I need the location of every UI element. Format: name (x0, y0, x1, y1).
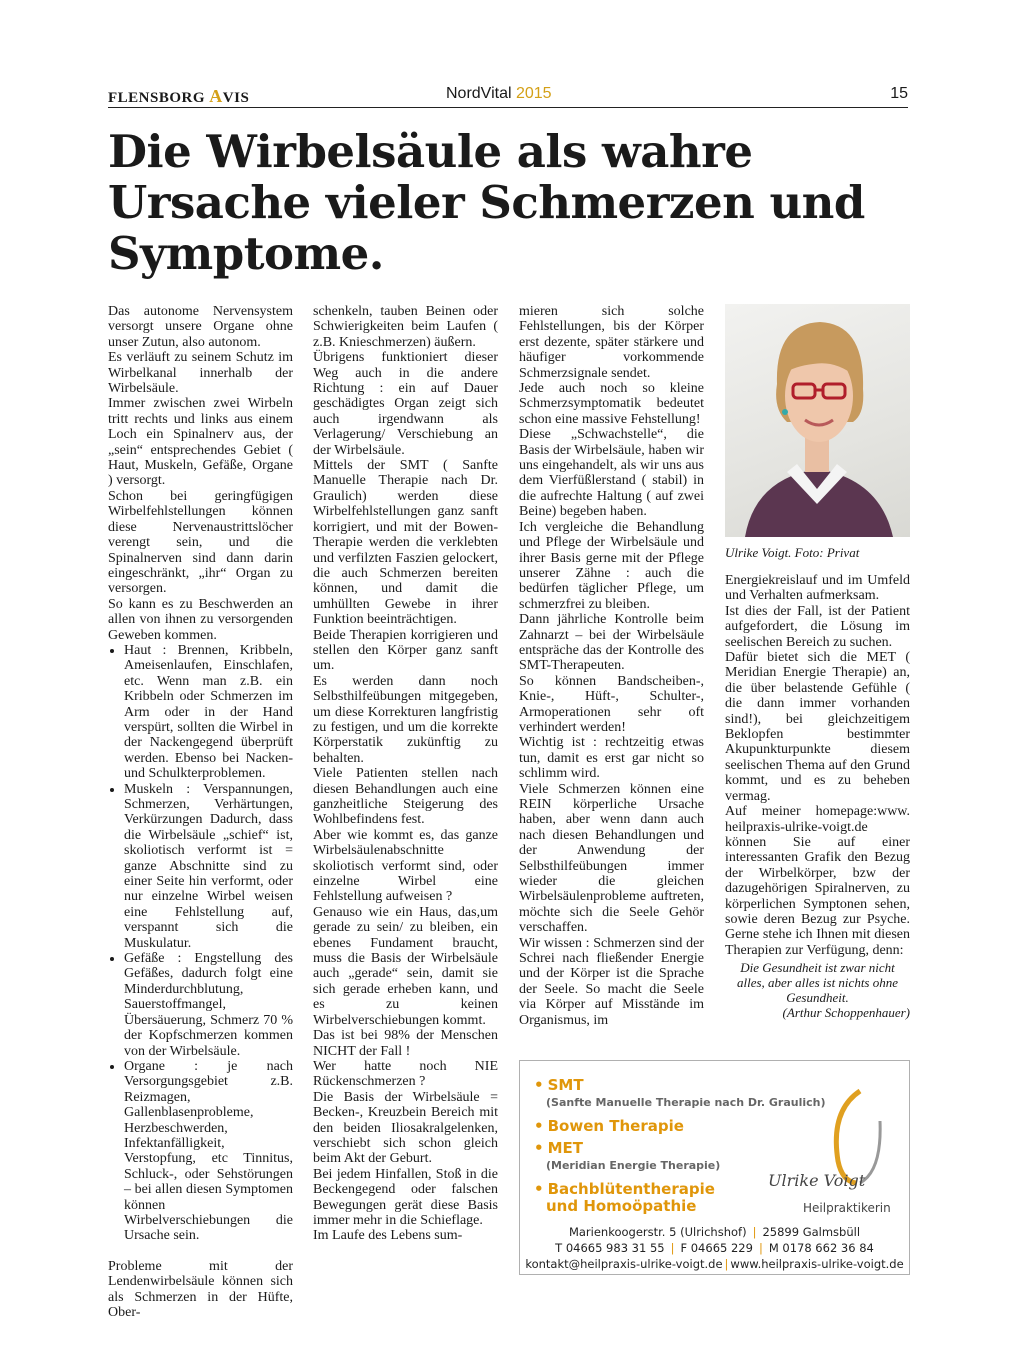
quote (725, 960, 910, 1020)
service-met (534, 1140, 583, 1157)
paragraph: Dann jährliche Kontrolle beim Zahnarzt – bei der Wirbelsäule entspräche das der Kontrolle des SMT-Therapeuten. (519, 612, 704, 674)
service-bach (534, 1181, 715, 1198)
separator: | (752, 1225, 757, 1239)
paragraph: Dafür bietet sich die MET ( Meridian Energie Therapie) an, die über belastende Gefühle ( die dann immer vorhanden sind!), bei gleichzeitigem Beklopfen bestimmter Akupunkturpunkte diesem seelischen Thema auf den Grund kommt, und es zu beheben vermag. (725, 650, 910, 804)
paragraph: Bei jedem Hinfallen, Stoß in die Beckengegend oder falschen Bewegungen gerät diese Basis immer mehr in die Schieflage. (313, 1166, 498, 1228)
paragraph: schenkeln, tauben Beinen oder Schwierigkeiten beim Laufen ( z.B. Knieschmerzen) äußern. (313, 304, 498, 350)
profession-label: Heilpraktikerin (803, 1201, 891, 1215)
paragraph: Genauso wie ein Haus, das,um gerade zu sein/ zu bleiben, ein ebenes Fundament braucht, muss die Basis der Wirbelsäule auch „gerade“ sein, damit sie sich gerade erheben kann, und es zu keinen Wirbelverschiebungen kommt. (313, 904, 498, 1028)
paragraph: Aber wie kommt es, das ganze Wirbelsäulenabschnitte skoliotisch verformt sind, oder einzelne Wirbel eine Fehlstellung aufweisen ? (313, 827, 498, 905)
service-smt-detail: (Sanfte Manuelle Therapie nach Dr. Graulich) (546, 1096, 826, 1109)
list-item: • Gefäße : Engstellung des Gefäßes, dadurch folgt eine Minderdurchblutung, Sauerstoffmangel, Übersäuerung, Schmerz 70 % der Kopfschmerzen kommen von der Wirbelsäule. (124, 951, 293, 1059)
symptom-list (108, 643, 293, 1244)
paragraph: Beide Therapien korrigieren und stellen den Körper ganz sanft um. (313, 627, 498, 674)
page-number: 15 (890, 85, 908, 102)
paragraph: Es verläuft zu seinem Schutz im Wirbelkanal innerhalb der Wirbelsäule. (108, 350, 293, 397)
magazine-title (446, 85, 552, 103)
article-column-1 (108, 304, 293, 1320)
paragraph: Viele Schmerzen können eine REIN körperliche Ursache haben, aber wenn dann auch nach diesen Behandlungen und der Anwendung der Selbsthilfeübungen immer wieder die gleichen Wirbelsäulenprobleme auftreten, möchte sich die Seele Gehör verschaffen. (519, 781, 704, 936)
service-label: MET (547, 1139, 583, 1157)
paragraph: Übrigens funktioniert dieser Weg auch in die andere Richtung : ein auf Dauer geschädigtes Organ zeigt sich auch irgendwann als Verlagerung/ Verschiebung an der Wirbelsäule. (313, 350, 498, 458)
phone-number: T 04665 983 31 55 (555, 1241, 665, 1255)
city-address: 25899 Galmsbüll (762, 1225, 861, 1239)
paragraph: Probleme mit der Lendenwirbelsäule können sich als Schmerzen in der Hüfte, Ober- (108, 1258, 293, 1320)
street-address: Marienkoogerstr. 5 (Ulrichshof) (568, 1225, 747, 1239)
paragraph: Wer hatte noch NIE Rückenschmerzen ? (313, 1058, 498, 1090)
magazine-year: 2015 (515, 85, 552, 102)
portrait-photo (725, 304, 910, 537)
separator: | (670, 1241, 675, 1255)
newspaper-logo (108, 86, 249, 107)
paragraph: So können Bandscheiben-, Knie-, Hüft-, Schulter-, Armoperationen sehr oft verhindert werden! (519, 673, 704, 735)
phone-line (520, 1241, 909, 1255)
fax-number: F 04665 229 (680, 1241, 753, 1255)
bullet-icon: • (534, 1139, 544, 1157)
address-line (520, 1225, 909, 1239)
bullet-icon: • (534, 1076, 544, 1094)
paragraph: Die Basis der Wirbelsäule = Becken-, Kreuzbein Bereich mit den beiden Iliosakralgelenken, verschiebt sich schon gleich beim Akt der Geburt. (313, 1089, 498, 1167)
paragraph: Das ist bei 98% der Menschen NICHT der Fall ! (313, 1028, 498, 1059)
service-homoeopathie: und Homoöpathie (546, 1197, 697, 1215)
email-link[interactable]: kontakt@heilpraxis-ulrike-voigt.de (525, 1257, 723, 1271)
article-column-2 (313, 304, 498, 1244)
logo-text-pre: FLENSBORG (108, 90, 210, 106)
article-column-3 (519, 304, 704, 1046)
magazine-name: NordVital (446, 85, 516, 102)
paragraph: mieren sich solche Fehlstellungen, bis der Körper erst dezente, später stärkere und häufiger vorkommende Schmerzsignale sendet. (519, 304, 704, 381)
paragraph: Mittels der SMT ( Sanfte Manuelle Therapie nach Dr. Graulich) werden diese Wirbelfehlstellungen ganz sanft korrigiert, und mit der Bowen-Therapie werden die verklebten und verfilzten Faszien gelockert, die auch Schmerzen bereiten können, und damit die umhüllten Gewebe in ihrer Funktion beeinträchtigen. (313, 458, 498, 628)
portrait-illustration (725, 304, 910, 537)
separator: | (724, 1257, 729, 1271)
header-rule (108, 107, 908, 108)
advertisement-box (519, 1060, 910, 1275)
paragraph: Schon bei geringfügigen Wirbelfehlstellungen können diese Nervenaustrittslöcher verengt sein, und die Spinalnerven sind dann darin eingeschränkt, „ihr“ Organ zu versorgen. (108, 488, 293, 597)
paragraph: Im Laufe des Lebens sum- (313, 1228, 463, 1244)
service-label: Bowen Therapie (547, 1117, 684, 1135)
bullet-icon: • (534, 1180, 544, 1198)
page-header (108, 86, 908, 108)
paragraph: Energiekreislauf und im Umfeld und Verhalten aufmerksam. (725, 573, 910, 604)
signature: Ulrike Voigt (768, 1171, 866, 1190)
separator: | (758, 1241, 763, 1255)
mobile-number: M 0178 662 36 84 (768, 1241, 874, 1255)
service-label: SMT (547, 1076, 584, 1094)
article-title: Die Wirbelsäule als wahre Ursache vieler Schmerzen und Symptome. (108, 125, 865, 280)
paragraph: Auf meiner homepage:www. heilpraxis-ulrike-voigt.de können Sie auf einer interessanten Grafik den Bezug der Wirbelkörper, bzw der dazugehörigen Spiralnerven, zu körperlichen Symptonen sehen, sowie deren Bezug zur Psyche. Gerne stehe ich Ihnen mit diesen Therapien zur Verfügung, denn: (725, 804, 910, 958)
paragraph: Das autonome Nervensystem versorgt unsere Organe ohne unser Zutun, also autonom. (108, 304, 293, 350)
paragraph: Ist dies der Fall, ist der Patient aufgefordert, die Lösung im seelischen Bereich zu suchen. (725, 603, 910, 650)
website-link[interactable]: www.heilpraxis-ulrike-voigt.de (730, 1257, 904, 1271)
contact-line (520, 1257, 909, 1271)
paragraph: Es werden dann noch Selbsthilfeübungen mitgegeben, um diese Korrekturen langfristig zu festigen, und um die korrekte Körperstatik zukünftig zu behalten. (313, 673, 498, 766)
logo-text-a: A (209, 86, 223, 106)
photo-caption: Ulrike Voigt. Foto: Privat (725, 545, 860, 560)
paragraph: Diese „Schwachstelle“, die Basis der Wirbelsäule, haben wir uns eingehandelt, als wir uns aus dem Vierfüßlerstand ( stabil) in die aufrechte Haltung ( auf zwei Beine) begeben haben. (519, 427, 704, 520)
service-met-detail: (Meridian Energie Therapie) (546, 1159, 721, 1172)
list-item: • Haut : Brennen, Kribbeln, Ameisenlaufen, Einschlafen, etc. Wenn man z.B. ein Kribbeln oder Schmerzen im Arm oder in der Hand verspürt, sollten die Wirbel in der Nackengegend überprüft werden. Ebenso bei Nacken- und Schulkterproblemen. (124, 643, 293, 782)
logo-text-post: VIS (222, 90, 250, 106)
service-label: Bachblütentherapie (547, 1180, 715, 1198)
list-item: • Organe : je nach Versorgungsgebiet z.B. Reizmagen, Gallenblasenprobleme, Herzbeschwerden, Infektanfälligkeit, Verstopfung, etc Tinnitus, Schluck-, oder Sehstörungen – bei allen diesen Symptomen können Wirbelverschiebungen die Ursache sein. (124, 1059, 293, 1244)
paragraph: So kann es zu Beschwerden an allen von ihnen zu versorgenden Geweben kommen. (108, 596, 293, 643)
paragraph: Immer zwischen zwei Wirbeln tritt rechts und links aus einem Loch ein Spinalnerv aus, der „sein“ entsprechendes Gebiet ( Haut, Muskeln, Gefäße, Organe ) versorgt. (108, 396, 293, 489)
service-bowen (534, 1118, 684, 1135)
quote-author: (Arthur Schoppenhauer) (782, 1005, 910, 1021)
quote-text: Die Gesundheit ist zwar nicht alles, aber alles ist nichts ohne Gesundheit. (736, 960, 899, 1006)
paragraph: Viele Patienten stellen nach diesen Behandlungen auch eine ganzheitliche Steigerung des Wohlbefindens fest. (313, 766, 498, 828)
paragraph: Jede auch noch so kleine Schmerzsymptomatik bedeutet schon eine massive Fehstellung! (519, 381, 704, 427)
paragraph: Wichtig ist : rechtzeitig etwas tun, damit es erst gar nicht so schlimm wird. (519, 735, 704, 782)
paragraph: Wir wissen : Schmerzen sind der Schrei nach fließender Energie und der Körper ist die Sprache der Seele. So macht die Seele via Körper auf Misstände im Organismus, im (519, 935, 704, 1028)
paragraph: Ich vergleiche die Behandlung und Pflege der Wirbelsäule und ihrer Basis gerne mit der Pflege unserer Zähne : auch die bedürfen täglicher Pflege, um schmerzfrei zu bleiben. (519, 519, 704, 612)
bullet-icon: • (534, 1117, 544, 1135)
list-item: • Muskeln : Verspannungen, Schmerzen, Verhärtungen, Verkürzungen Dadurch, dass die Wirbelsäule „schief“ ist, skoliotisch verformt ist = ganze Abschnitte sind zu einer Seite hin verformt, oder nur einzelne Wirbel weisen eine Fehlstellung auf, verspannt sich die Muskulatur. (124, 782, 293, 951)
service-smt (534, 1077, 584, 1094)
article-column-4 (725, 573, 910, 1020)
